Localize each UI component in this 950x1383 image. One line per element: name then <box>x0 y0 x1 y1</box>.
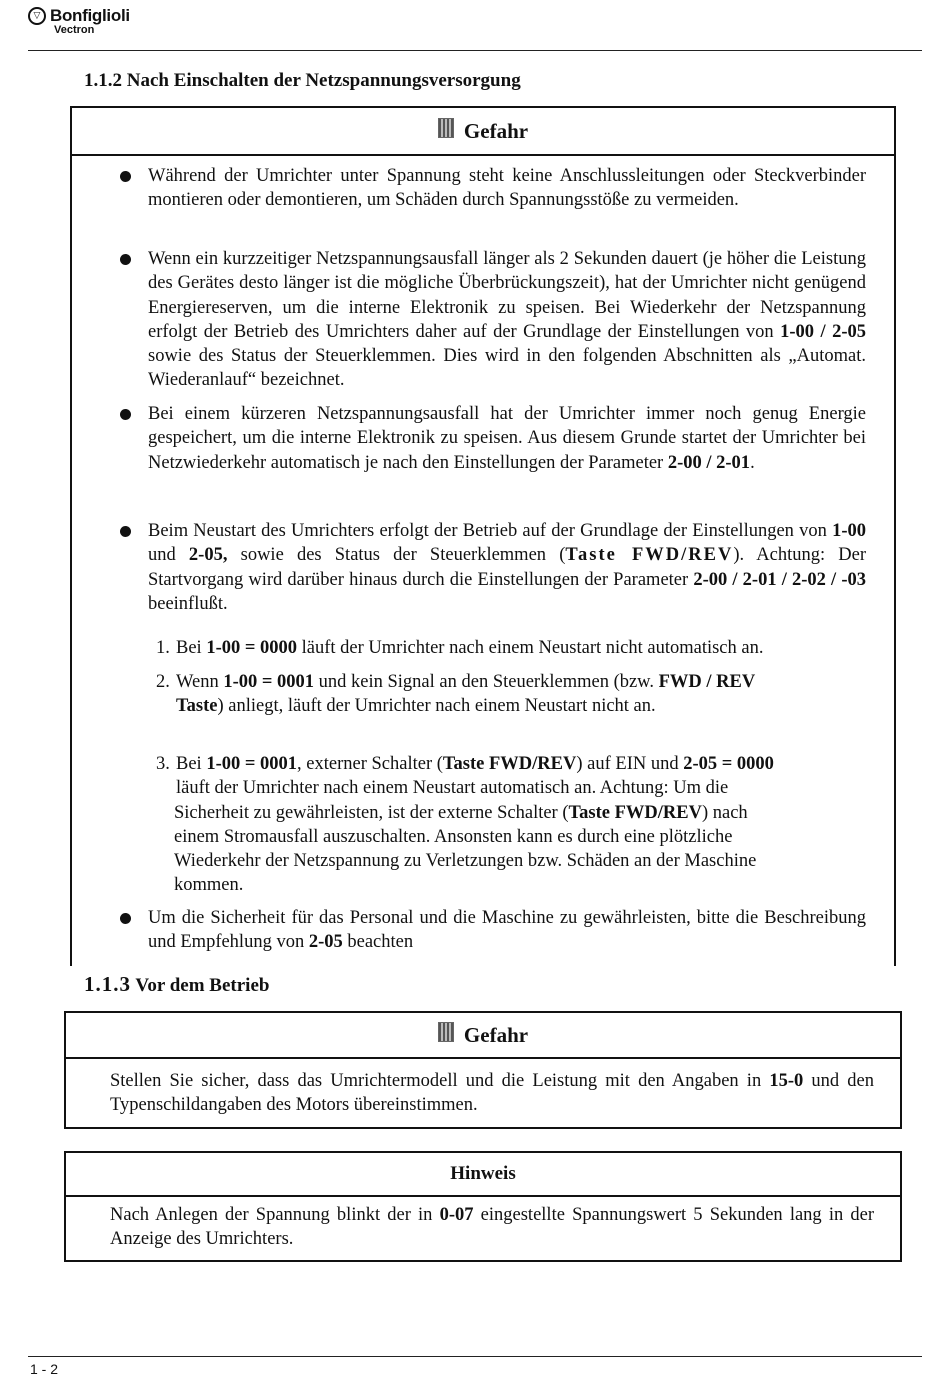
warning-icon <box>438 1022 454 1042</box>
numbered-item-3: 3. Bei 1-00 = 0001, externer Schalter (Taste FWD/REV) auf EIN und 2-05 = 0000 läuft der Umrichter nach einem Neustart automatisch an. Achtung: Um die Sicherheit zu gewährleisten, ist der externe Schalter (Taste FWD/REV) nach einem Stromausfall auszuschalten. Ansonsten kann es durch eine plötzliche Wiederkehr der Netzspannung zu Verletzungen bzw. Schäden an der Maschine kommen. <box>156 754 774 896</box>
section-heading-1-1-2: 1.1.2 Nach Einschalten der Netzspannungsversorgung <box>84 70 521 91</box>
danger-box-header <box>72 108 894 156</box>
section-heading-1-1-3: 1.1.3 Vor dem Betrieb <box>84 972 270 996</box>
list-item: Während der Umrichter unter Spannung steht keine Anschlussleitungen oder Steckverbinder montieren oder demontieren, um Schäden durch Spannungsstöße zu vermeiden. <box>148 164 866 213</box>
hinweis-box <box>64 1151 902 1262</box>
footer-rule <box>28 1356 922 1357</box>
danger-title: Gefahr <box>463 1022 529 1047</box>
hinweis-header <box>66 1153 900 1197</box>
hinweis-text: Nach Anlegen der Spannung blinkt der in 0-07 eingestellte Spannungswert 5 Sekunden lang in der Anzeige des Umrichters. <box>110 1205 874 1250</box>
brand-name: Bonfiglioli <box>50 6 130 25</box>
brand-sub: Vectron <box>54 24 95 36</box>
list-item: Wenn ein kurzzeitiger Netzspannungsausfall länger als 2 Sekunden dauert (je höher die Leistung des Gerätes desto länger ist die mögliche Überbrückungszeit), hat der Umrichter nicht genügend Energiereserven, um die interne Elektronik zu speisen. Bei Wiederkehr der Netzspannung erfolgt der Betrieb des Umrichters daher auf der Grundlage der Einstellungen von 1-00 / 2-05 sowie des Status der Steuerklemmen. Dies wird in den folgenden Abschnitten als „Automat. Wiederanlauf“ bezeichnet. <box>148 247 866 393</box>
page-number: 1 - 2 <box>30 1361 59 1377</box>
danger-box-1 <box>70 106 896 966</box>
danger-box-header <box>66 1013 900 1059</box>
list-item: Bei einem kürzeren Netzspannungsausfall hat der Umrichter immer noch genug Energie gespeichert, um die interne Elektronik zu speisen. Aus diesem Grunde startet der Umrichter bei Netzwiederkehr automatisch je nach den Einstellungen der Parameter 2-00 / 2-01. <box>148 402 866 475</box>
danger-text: Stellen Sie sicher, dass das Umrichtermodell und die Leistung mit den Angaben in 15-0 und den Typenschildangaben des Motors übereinstimmen. <box>110 1071 874 1116</box>
numbered-item-1: 1. Bei 1-00 = 0000 läuft der Umrichter nach einem Neustart nicht automatisch an. <box>156 638 764 658</box>
warning-icon <box>438 118 454 138</box>
header-rule <box>28 50 922 51</box>
danger-title: Gefahr <box>463 118 529 143</box>
list-item: Um die Sicherheit für das Personal und die Maschine zu gewährleisten, bitte die Beschreibung und Empfehlung von 2-05 beachten <box>148 906 866 955</box>
bonfiglioli-logo-icon: ▽ <box>28 7 46 25</box>
brand-logo <box>28 6 130 36</box>
hinweis-title: Hinweis <box>450 1163 516 1184</box>
numbered-item-2: 2. Wenn 1-00 = 0001 und kein Signal an den Steuerklemmen (bzw. FWD / REV Taste) anliegt, läuft der Umrichter nach einem Neustart nicht an. <box>156 672 756 717</box>
danger-box-2 <box>64 1011 902 1129</box>
list-item: Beim Neustart des Umrichters erfolgt der Betrieb auf der Grundlage der Einstellungen von 1-00 und 2-05, sowie des Status der Steuerklemmen (Taste FWD/REV). Achtung: Der Startvorgang wird darüber hinaus durch die Einstellungen der Parameter 2-00 / 2-01 / 2-02 / -03 beeinflußt. <box>148 519 866 616</box>
